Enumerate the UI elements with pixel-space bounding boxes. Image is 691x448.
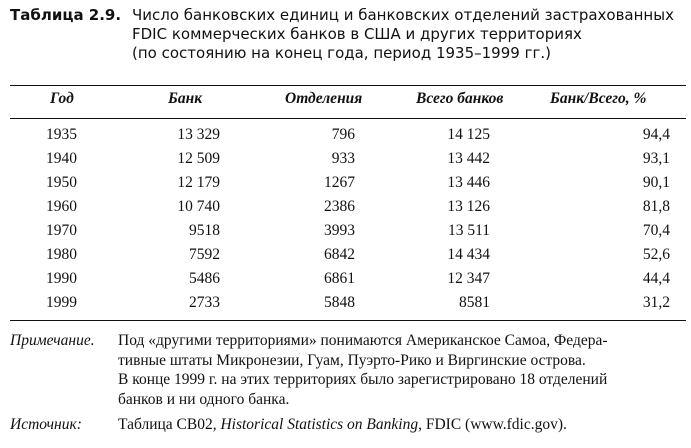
cell-total: 13 126 [447,198,490,215]
note-text [118,331,688,409]
note-label: Примечание. [10,332,95,349]
source-line [118,415,688,435]
cell-total: 8581 [459,294,490,311]
caption-line: FDIC коммерческих банков в США и других территориях [132,25,582,43]
table-row [10,126,686,148]
cell-total: 14 125 [447,126,490,143]
cell-branches: 3993 [324,222,355,239]
cell-total: 13 511 [447,222,490,239]
cell-ratio: 93,1 [642,150,670,167]
source-prefix: Таблица CB02, [118,416,221,433]
cell-ratio: 44,4 [642,270,670,287]
caption-line: Число банковских единиц и банковских отделений застрахованных [132,6,674,24]
cell-ratio: 90,1 [642,174,670,191]
caption-line: (по состоянию на конец года, период 1935–1999 гг.) [132,44,551,62]
header-branches: Отделения [285,90,363,107]
cell-banks: 12 179 [177,174,220,191]
table-row [10,150,686,172]
table-row [10,198,686,220]
cell-banks: 13 329 [177,126,220,143]
header-total: Всего банков [416,90,504,107]
cell-year: 1970 [46,222,77,239]
caption-title [132,6,686,63]
cell-branches: 796 [331,126,355,143]
cell-ratio: 52,6 [642,246,670,263]
cell-year: 1980 [46,246,77,263]
table-top-rule [10,85,686,86]
source-title: Historical Statistics on Banking [220,416,419,433]
header-year: Год [50,90,74,107]
cell-banks: 9518 [189,222,220,239]
cell-banks: 10 740 [177,198,220,215]
cell-ratio: 70,4 [642,222,670,239]
cell-ratio: 94,4 [642,126,670,143]
table-header-rule [10,118,686,119]
header-ratio: Банк/Всего, % [550,90,647,107]
cell-branches: 6842 [324,246,355,263]
source-suffix: , FDIC (www.fdic.gov). [418,416,567,433]
cell-year: 1960 [46,198,77,215]
cell-year: 1935 [46,126,77,143]
cell-banks: 2733 [189,294,220,311]
cell-branches: 1267 [324,174,355,191]
note-line: банков и ни одного банка. [118,390,290,408]
cell-year: 1999 [46,294,77,311]
cell-branches: 5848 [324,294,355,311]
note-line: тивные штаты Микронезии, Гуам, Пуэрто-Рико и Виргинские острова. [118,351,586,369]
note-line: Под «другими территориями» понимаются Американское Самоа, Федера- [118,332,608,349]
cell-total: 13 446 [447,174,490,191]
cell-ratio: 31,2 [642,294,670,311]
cell-banks: 7592 [189,246,220,263]
note-line: В конце 1999 г. на этих территориях было зарегистрировано 18 отделений [118,371,608,388]
cell-branches: 2386 [324,198,355,215]
cell-ratio: 81,8 [642,198,670,215]
cell-banks: 5486 [189,270,220,287]
cell-branches: 6861 [324,270,355,287]
header-banks: Банк [168,90,203,107]
caption-label: Таблица 2.9. [10,6,122,24]
cell-banks: 12 509 [177,150,220,167]
table-row [10,222,686,244]
cell-year: 1950 [46,174,77,191]
table-row [10,294,686,316]
table-row [10,174,686,196]
table-row [10,270,686,292]
cell-total: 12 347 [447,270,490,287]
table-header-row [10,90,686,112]
cell-year: 1990 [46,270,77,287]
source-label: Источник: [10,416,82,433]
cell-total: 14 434 [447,246,490,263]
table-bottom-rule [10,320,686,321]
source-text [118,415,688,435]
table-row [10,246,686,268]
cell-year: 1940 [46,150,77,167]
cell-branches: 933 [331,150,355,167]
cell-total: 13 442 [447,150,490,167]
